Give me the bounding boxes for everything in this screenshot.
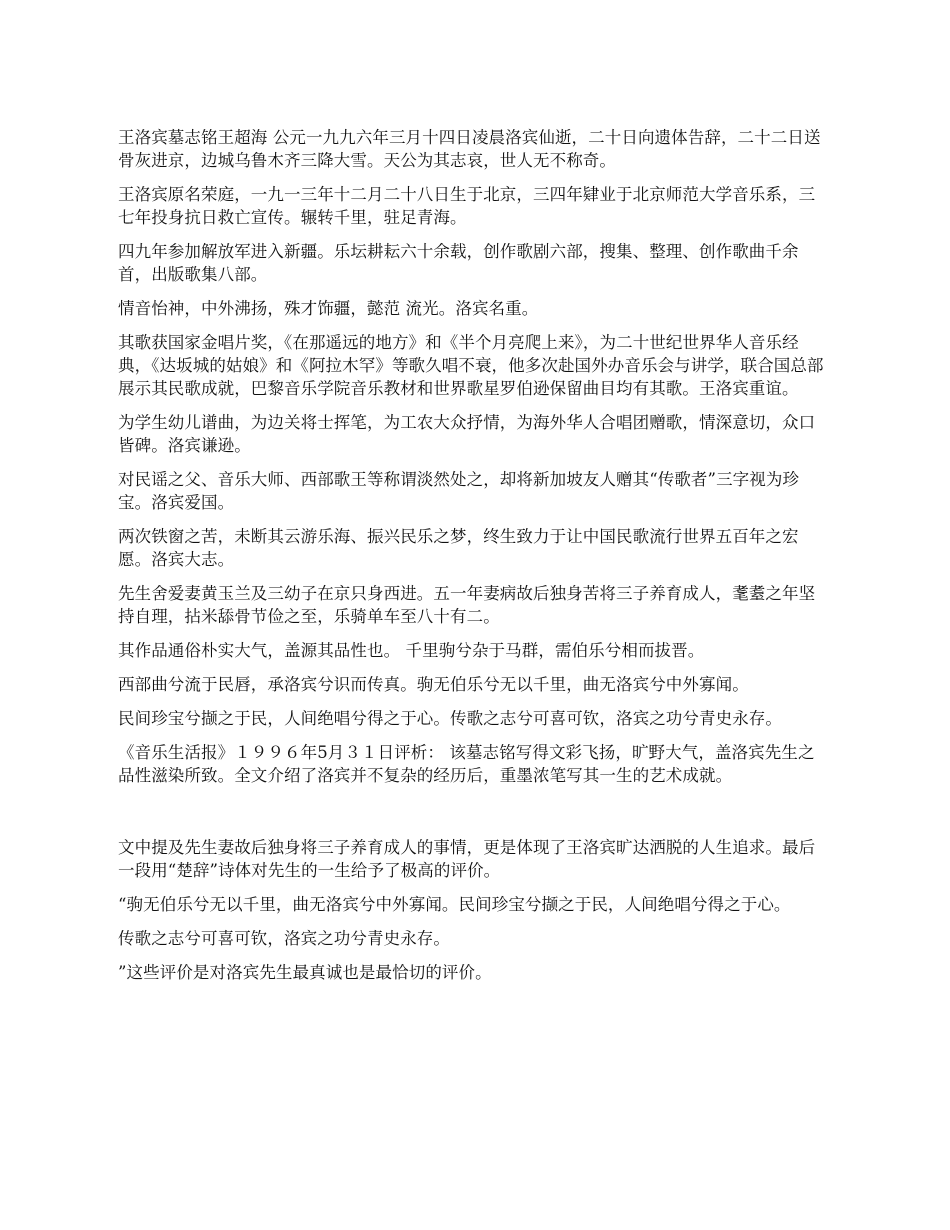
- paragraph: 西部曲兮流于民唇，承洛宾兮识而传真。驹无伯乐兮无以千里，曲无洛宾兮中外寡闻。: [118, 675, 749, 694]
- paragraph: 王洛宾墓志铭王超海 公元一九九六年三月十四日凌晨洛宾仙逝，二十日向遗体告辞，二十二日送骨灰进京，边城乌鲁木齐三降大雪。天公为其志哀，世人无不称奇。: [118, 128, 821, 170]
- closing-paragraph: ”这些评价是对洛宾先生最真诚也是最恰切的评价。: [118, 963, 492, 982]
- paragraph: 对民谣之父、音乐大师、西部歌王等称谓淡然处之，却将新加坡友人赠其“传歌者”三字视为珍宝。洛宾爱国。: [118, 470, 800, 512]
- paragraph: 两次铁窗之苦，未断其云游乐海、振兴民乐之梦，终生致力于让中国民歌流行世界五百年之宏愿。洛宾大志。: [118, 527, 799, 569]
- paragraph: 为学生幼儿谱曲，为边关将士挥笔，为工农大众抒情，为海外华人合唱团赠歌，情深意切，众口皆碑。洛宾谦逊。: [118, 413, 816, 455]
- paragraph: 民间珍宝兮撷之于民，人间绝唱兮得之于心。传歌之志兮可喜可钦，洛宾之功兮青史永存。: [118, 709, 782, 728]
- paragraph: 先生舍爱妻黄玉兰及三幼子在京只身西进。五一年妻病故后独身苦将三子养育成人，耄耋之年坚持自理，拈米舔骨节俭之至，乐骑单车至八十有二。: [118, 584, 816, 626]
- paragraph: 四九年参加解放军进入新疆。乐坛耕耘六十余载，创作歌剧六部，搜集、整理、创作歌曲千余首，出版歌集八部。: [118, 242, 799, 284]
- review-paragraph: 《音乐生活报》１９９６年5月３１日评析： 该墓志铭写得文彩飞扬，旷野大气，盖洛宾先生之品性滋染所致。全文介绍了洛宾并不复杂的经历后，重墨浓笔写其一生的艺术成就。: [118, 743, 815, 785]
- paragraph: 王洛宾原名荣庭，一九一三年十二月二十八日生于北京，三四年肄业于北京师范大学音乐系，三七年投身抗日救亡宣传。辗转千里，驻足青海。: [118, 185, 816, 227]
- paragraph: 其歌获国家金唱片奖，《在那遥远的地方》和《半个月亮爬上来》，为二十世纪世界华人音乐经典，《达坂城的姑娘》和《阿拉木罕》等歌久唱不衰，他多次赴国外办音乐会与讲学，联合国总部展示其民歌成就，巴黎音乐学院音乐教材和世界歌星罗伯逊保留曲目均有其歌。王洛宾重谊。: [118, 333, 824, 398]
- paragraph: 其作品通俗朴实大气，盖源其品性也。 千里驹兮杂于马群，需伯乐兮相而拔晋。: [118, 641, 705, 660]
- document-body: [118, 126, 830, 995]
- paragraph: 情音怡神，中外沸扬，殊才饰疆，懿范 流光。洛宾名重。: [118, 299, 539, 318]
- quote-paragraph: “驹无伯乐兮无以千里，曲无洛宾兮中外寡闻。民间珍宝兮撷之于民，人间绝唱兮得之于心。: [118, 895, 791, 914]
- paragraph: 文中提及先生妻故后独身将三子养育成人的事情，更是体现了王洛宾旷达洒脱的人生追求。最后一段用“楚辞”诗体对先生的一生给予了极高的评价。: [118, 838, 816, 880]
- quote-paragraph: 传歌之志兮可喜可钦，洛宾之功兮青史永存。: [118, 929, 450, 948]
- section-gap: [118, 798, 830, 836]
